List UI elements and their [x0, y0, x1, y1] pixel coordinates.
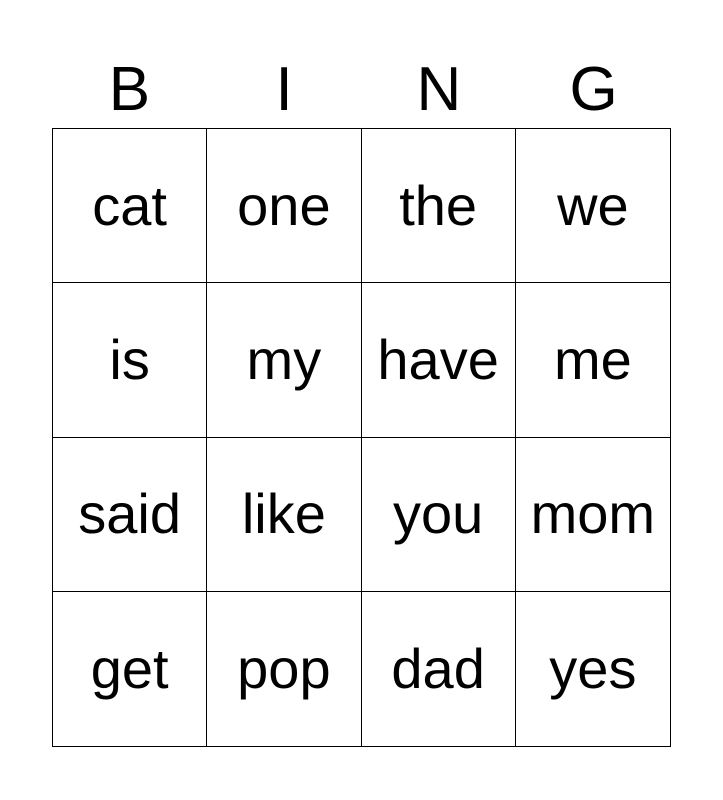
bingo-cell: my — [207, 283, 361, 437]
bingo-cell: pop — [207, 592, 361, 746]
bingo-cell: have — [362, 283, 516, 437]
bingo-cell: get — [53, 592, 207, 746]
bingo-cell: the — [362, 129, 516, 283]
bingo-cell: is — [53, 283, 207, 437]
bingo-cell: one — [207, 129, 361, 283]
bingo-cell: cat — [53, 129, 207, 283]
bingo-cell: like — [207, 438, 361, 592]
bingo-board — [52, 128, 671, 747]
header-letter-g: G — [569, 55, 618, 124]
bingo-cell: said — [53, 438, 207, 592]
bingo-cell: yes — [549, 636, 637, 700]
bingo-cell: me — [516, 283, 670, 437]
bingo-cell: dad — [362, 592, 516, 746]
header-letter-n: N — [416, 55, 462, 124]
bingo-cell: you — [362, 438, 516, 592]
bingo-cell: mom — [516, 438, 670, 592]
header-letter-i: I — [275, 55, 293, 124]
bingo-header — [52, 55, 671, 125]
header-letter-b: B — [108, 55, 151, 124]
bingo-cell: we — [516, 129, 670, 283]
